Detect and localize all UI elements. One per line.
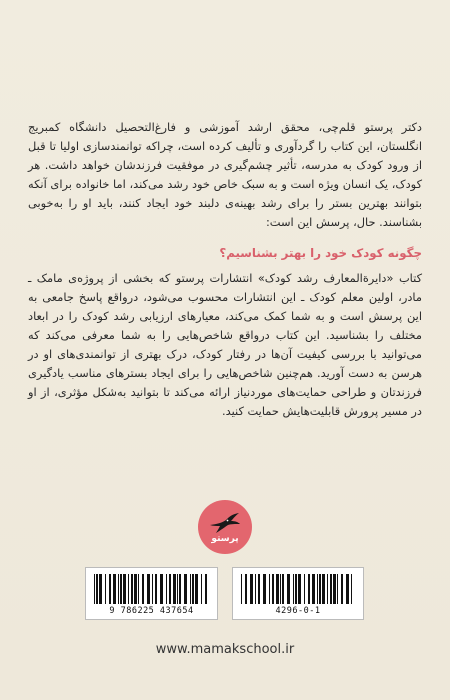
description-block: [28, 118, 422, 421]
publisher-name: پرستو: [211, 533, 239, 544]
website-url: www.mamakschool.ir: [155, 642, 295, 657]
swallow-bird-icon: [208, 511, 242, 535]
price-barcode-bars: [241, 574, 355, 604]
isbn-number: 9 786225 437654: [109, 606, 194, 616]
isbn-barcode-bars: [94, 574, 209, 604]
isbn-barcode: [85, 567, 218, 620]
question-heading: چگونه کودک خود را بهتر بشناسیم؟: [219, 246, 422, 260]
price-barcode: [232, 567, 364, 620]
publisher-logo: [198, 500, 252, 554]
price-code: 4296-0-1: [275, 606, 321, 616]
intro-paragraph: دکتر پرستو قلم‌چی، محقق ارشد آموزشی و فارغ‌التحصیل دانشگاه کمبریج انگلستان، این کتاب را گردآوری و تألیف کرده است، چراکه توانمندسازی اولیا تا قبل از ورود کودک به مدرسه، تأثیر چشم‌گیری در موفقیت فرزندشان خواهد داشت. هر کودک، یک انسان ویژه است و به سبک خاص خود رشد می‌کند، اما خانواده برای آنکه بتوانند بهترین بستر را برای رشد بهینه‌ی دلبند خود ایجاد کنند، باید او را به‌خوبی بشناسند. حال، پرسش این است:: [28, 120, 422, 229]
answer-paragraph: کتاب «دایرة‌المعارف رشد کودک» انتشارات پرستو که بخشی از پروژه‌ی مامک ـ مادر، اولین معلم کودک ـ این انتشارات محسوب می‌شود، درواقع پاسخ جامعی به این پرسش است و به شما کمک می‌کند، معیارهای ارزیابی رشد کودک را در ابعاد مختلف را بشناسید. این کتاب درواقع شاخص‌هایی را به شما معرفی می‌کند که می‌توانید با بررسی کیفیت آن‌ها در رفتار کودک، درک بهتری از توانمندی‌های او در هرسن به دست آورید. هم‌چنین شاخص‌هایی را برای ایجاد بسترهای مناسب یادگیری فرزندتان و طراحی حمایت‌های موردنیاز ارائه می‌کند تا بتوانید به‌شکل مؤثری، از او در مسیر پرورش قابلیت‌هایش حمایت کنید.: [28, 271, 422, 418]
